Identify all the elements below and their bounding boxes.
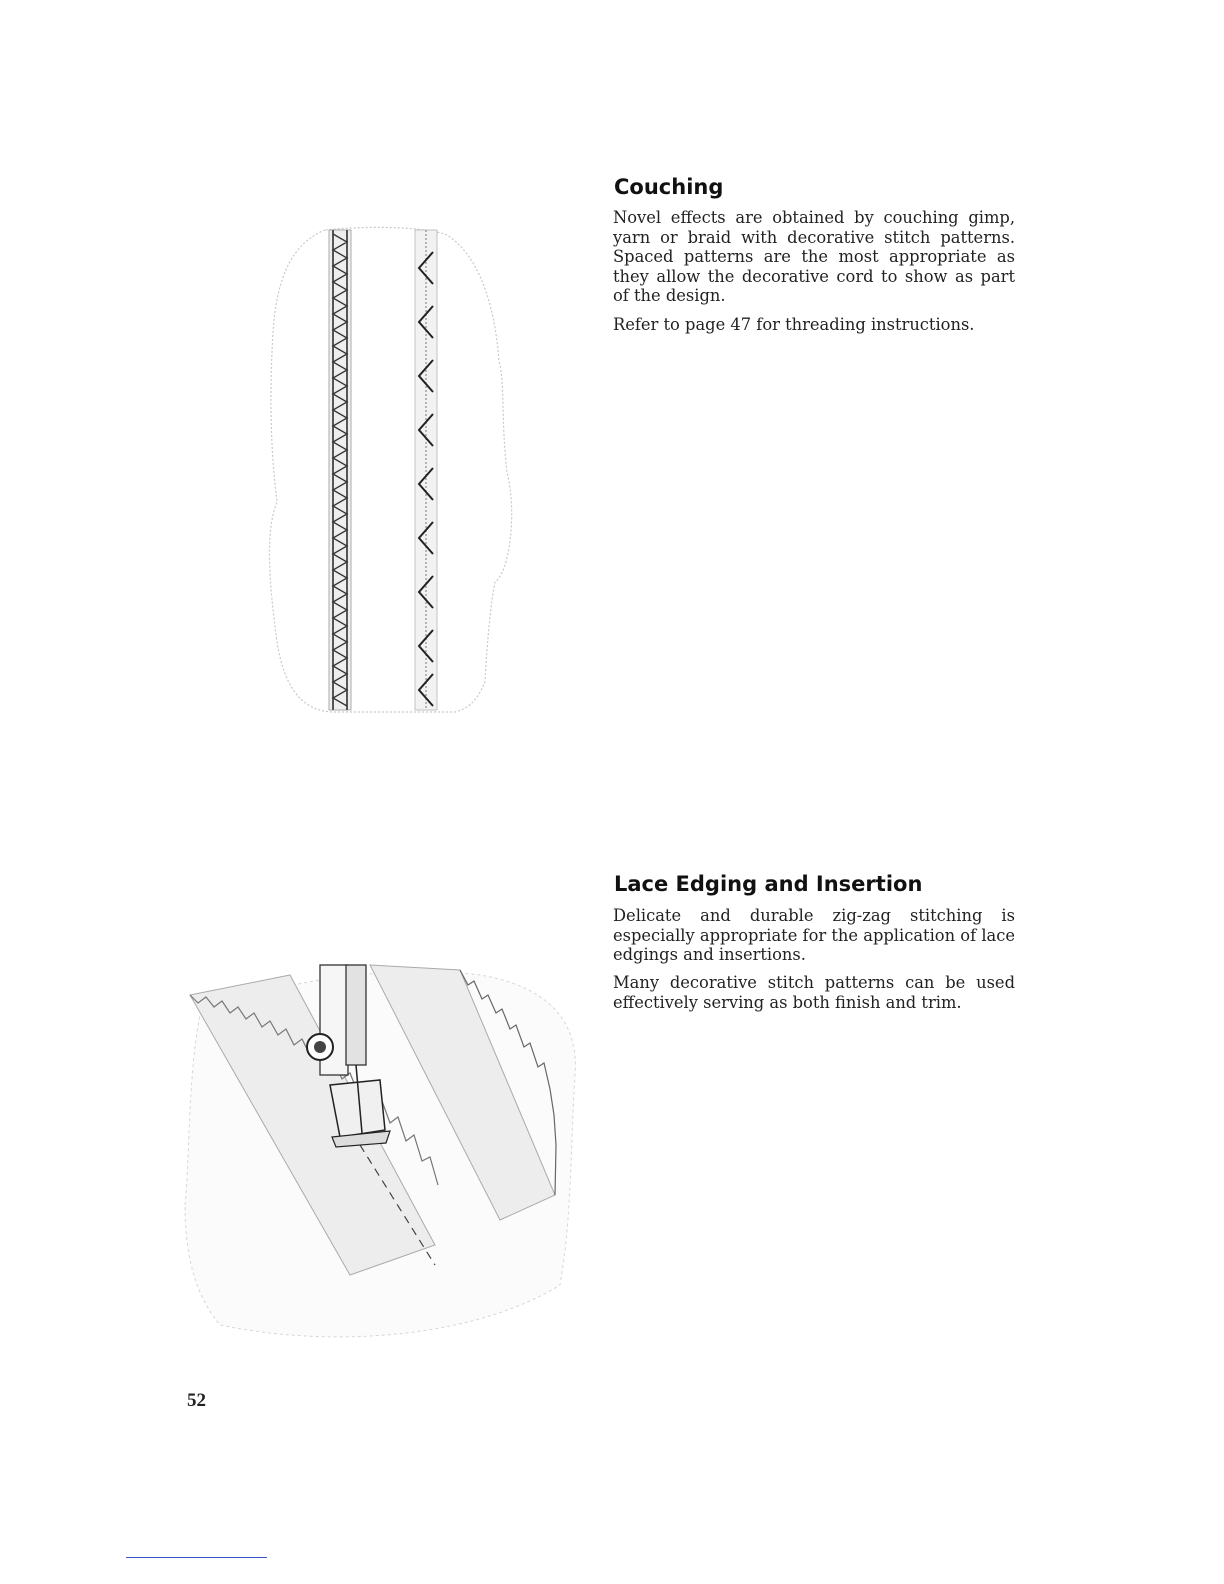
couched-braid-right: [415, 230, 437, 710]
lace-paragraph-1: Delicate and durable zig-zag stitching is especially appropriate for the application of lace edgings and insertions.: [613, 906, 1015, 964]
page-number: 52: [187, 1390, 206, 1411]
lace-heading: Lace Edging and Insertion: [614, 872, 923, 896]
couching-paragraph-1: Novel effects are obtained by couching gimp, yarn or braid with decorative stitch patterns. Spaced patterns are the most appropriate as they allow the decorative cord to show as part of the design.: [613, 208, 1015, 305]
lace-paragraph-2: Many decorative stitch patterns can be used effectively serving as both finish and trim.: [613, 973, 1015, 1012]
lace-insertion-illustration: [180, 955, 590, 1355]
couching-paragraph-2: Refer to page 47 for threading instructions.: [613, 315, 975, 334]
footer-rule: [126, 1557, 267, 1558]
couched-braid-left: [329, 230, 351, 710]
fabric-outline: [269, 227, 511, 712]
couching-heading: Couching: [614, 175, 724, 199]
couching-fabric-illustration: [255, 222, 535, 722]
